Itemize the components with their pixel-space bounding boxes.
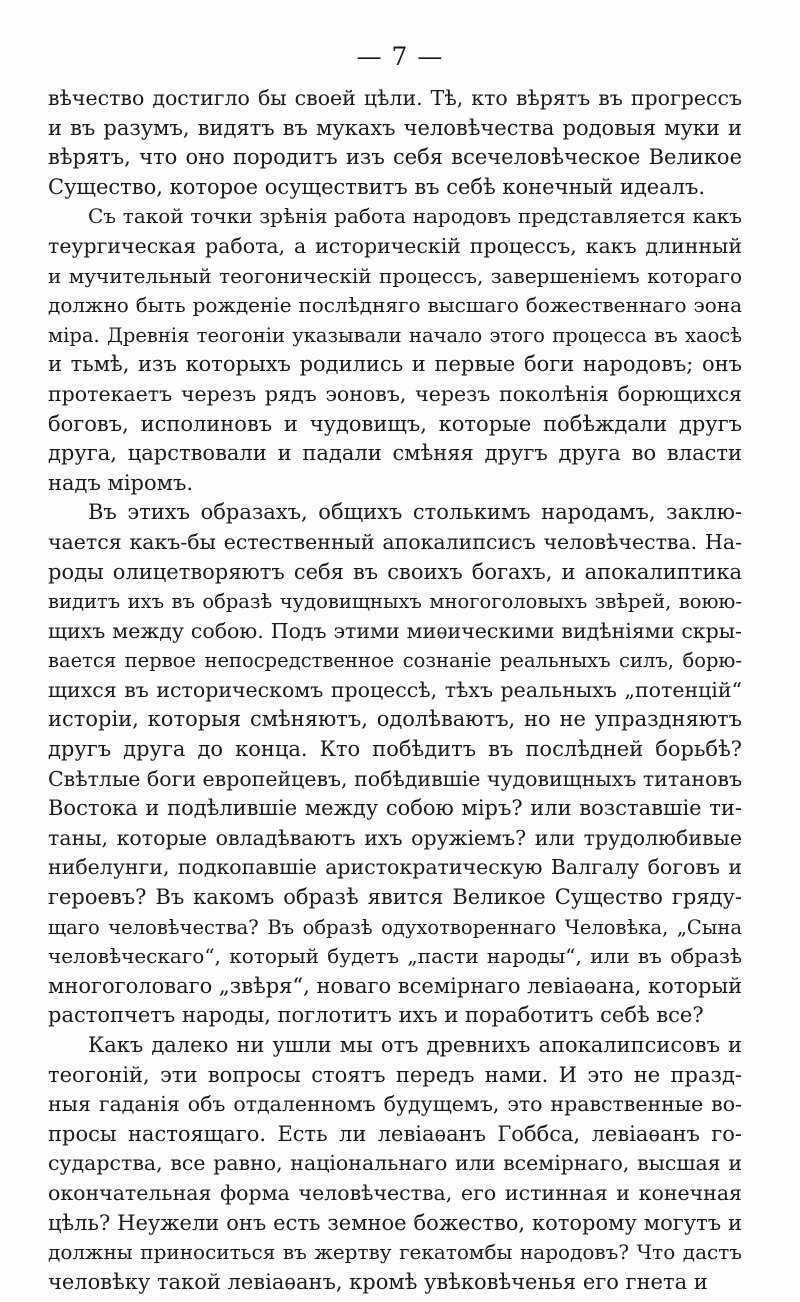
text-line: друга, царствовали и падали смѣняя другъ друга во власти (48, 441, 742, 466)
text-line: и тьмѣ, изъ которыхъ родились и первые боги народовъ; онъ (48, 352, 742, 377)
text-line: должно быть рожденіе послѣдняго высшаго божественнаго эона (48, 293, 742, 318)
text-line: надъ міромъ. (48, 470, 193, 495)
body-text (48, 84, 742, 1297)
paragraph (48, 498, 742, 1031)
text-line: и въ разумъ, видятъ въ мукахъ человѣчества родовыя муки и (48, 115, 742, 140)
text-line: Какъ далеко ни ушли мы отъ древнихъ апокалипсисовъ и (88, 1033, 742, 1057)
text-line: вается первое непосредственное сознаніе реальныхъ силъ, борю- (48, 649, 742, 673)
paragraph (48, 1031, 742, 1297)
text-line: окончательная форма человѣчества, его истинная и конечная (48, 1180, 742, 1205)
text-line: вѣчество достигло бы своей цѣли. Тѣ, кто вѣрятъ въ прогрессъ (48, 86, 742, 110)
text-line: роды олицетворяютъ себя въ своихъ богахъ, и апокалиптика (48, 559, 742, 584)
text-line: Въ этихъ образахъ, общихъ столькимъ народамъ, заклю- (88, 500, 742, 525)
text-line: сударства, все равно, національнаго или всемірнаго, высшая и (48, 1151, 742, 1176)
text-line: многоголоваго „звѣря“, новаго всемірнаго левіаѳана, который (48, 973, 742, 998)
text-line: другъ друга до конца. Кто побѣдитъ въ послѣдней борьбѣ? (48, 737, 742, 762)
text-line: человѣческаго“, который будетъ „пасти народы“, или въ образѣ (48, 944, 742, 969)
text-line: Существо, которое осуществитъ въ себѣ конечный идеалъ. (48, 174, 706, 199)
text-line: исторіи, которыя смѣняютъ, одолѣваютъ, но не упраздняютъ (48, 707, 742, 732)
text-line: щихъ между собою. Подъ этими миѳическими видѣніями скры- (48, 618, 742, 643)
text-line: Свѣтлые боги европейцевъ, побѣдившіе чудовищныхъ титановъ (48, 766, 742, 791)
text-line: человѣку такой левіаѳанъ, кромѣ увѣковѣченья его гнета и (48, 1269, 708, 1294)
text-line: должны приноситься въ жертву гекатомбы народовъ? Что дастъ (48, 1240, 742, 1265)
text-line: вѣрятъ, что оно породитъ изъ себя всечеловѣческое Великое (48, 145, 742, 170)
text-line: Съ такой точки зрѣнія работа народовъ представляется какъ (88, 204, 742, 229)
text-line: чается какъ-бы естественный апокалипсисъ человѣчества. На- (48, 529, 742, 554)
text-line: видитъ ихъ въ образѣ чудовищныхъ многоголовыхъ звѣрей, воюю- (48, 590, 742, 614)
text-line: таны, которые овладѣваютъ ихъ оружіемъ? или трудолюбивые (48, 825, 742, 850)
text-line: теогоній, эти вопросы стоятъ передъ нами. И это не празд- (48, 1062, 742, 1087)
text-line: щихся въ историческомъ процессѣ, тѣхъ реальныхъ „потенцій“ (48, 677, 742, 702)
text-line: боговъ, исполиновъ и чудовищъ, которые побѣждали другъ (48, 411, 742, 436)
text-line: теургическая работа, а историческій процессъ, какъ длинный (48, 233, 742, 258)
page-number: — 7 — (356, 42, 444, 71)
text-line: ныя гаданія объ отдаленномъ будущемъ, это нравственные во- (48, 1092, 742, 1117)
text-line: протекаетъ черезъ рядъ эоновъ, черезъ поколѣнія борющихся (48, 381, 742, 406)
text-line: просы настоящаго. Есть ли левіаѳанъ Гоббса, левіаѳанъ го- (48, 1121, 742, 1146)
paragraph (48, 84, 742, 202)
text-line: героевъ? Въ какомъ образѣ явится Великое Существо гряду- (48, 885, 742, 910)
text-line: Востока и подѣлившіе между собою міръ? или возставшіе ти- (48, 796, 742, 821)
text-line: цѣль? Неужели онъ есть земное божество, которому могутъ и (48, 1210, 742, 1235)
text-line: нибелунги, подкопавшіе аристократическую Валгалу боговъ и (48, 855, 742, 880)
text-line: растопчетъ народы, поглотитъ ихъ и поработитъ себѣ все? (48, 1003, 704, 1028)
paragraph (48, 202, 742, 498)
text-line: міра. Древнія теогоніи указывали начало этого процесса въ хаосѣ (48, 323, 742, 347)
text-line: и мучительный теогоническій процессъ, завершеніемъ котораго (48, 263, 742, 288)
text-line: щаго человѣчества? Въ образѣ одухотвореннаго Человѣка, „Сына (48, 915, 742, 939)
